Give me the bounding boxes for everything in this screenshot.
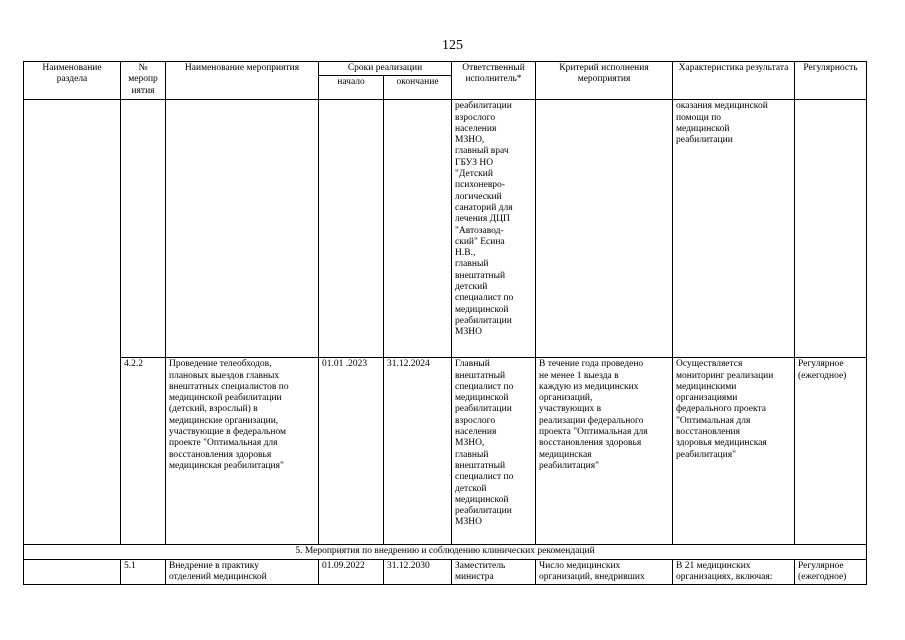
page-number: 125: [442, 38, 463, 53]
header-measure-number: № меропр иятия: [121, 62, 166, 100]
start-cell: 01.01 .2023: [319, 358, 384, 545]
start-cell: [319, 100, 384, 358]
header-terms: Сроки реализации: [319, 62, 452, 76]
end-cell: [384, 100, 452, 358]
header-section-name: Наименование раздела: [24, 62, 121, 100]
header-result: Характеристика результата: [673, 62, 795, 100]
end-cell: 31.12.2030: [384, 559, 452, 585]
table-row: [24, 358, 867, 545]
responsible-cell: Заместитель министра: [452, 559, 536, 585]
end-cell: 31.12.2024: [384, 358, 452, 545]
criterion-cell: В течение года проведено не менее 1 выезда в каждую из медицинских организаций, участвующих в реализации федерального проекта "Оптимальная для восстановления здоровья медицинская реабилитация": [536, 358, 673, 545]
measures-table: [23, 61, 867, 585]
number-cell: 4.2.2: [121, 358, 166, 545]
header-regularity: Регулярность: [795, 62, 867, 100]
name-cell: [166, 100, 319, 358]
header-start: начало: [319, 76, 384, 100]
section-cell: [24, 559, 121, 585]
result-cell: В 21 медицинских организациях, включая:: [673, 559, 795, 585]
section-cell: [24, 100, 121, 545]
result-cell: оказания медицинской помощи по медицинской реабилитации: [673, 100, 795, 358]
criterion-cell: Число медицинских организаций, внедривших: [536, 559, 673, 585]
section-5-title: 5. Мероприятия по внедрению и соблюдению клинических рекомендаций: [24, 545, 867, 559]
header-measure-name: Наименование мероприятия: [166, 62, 319, 100]
start-cell: 01.09.2022: [319, 559, 384, 585]
responsible-cell: реабилитации взрослого населения МЗНО, главный врач ГБУЗ НО "Детский психоневро- логический санаторий для лечения ДЦП "Автозавод- ский" Есина Н.В., главный внештатный детский специалист по медицинской реабилитации МЗНО: [452, 100, 536, 358]
criterion-cell: [536, 100, 673, 358]
regularity-cell: Регулярное (ежегодное): [795, 559, 867, 585]
name-cell: Внедрение в практику отделений медицинской: [166, 559, 319, 585]
regularity-cell: Регулярное (ежегодное): [795, 358, 867, 545]
header-end: окончание: [384, 76, 452, 100]
regularity-cell: [795, 100, 867, 358]
name-cell: Проведение телеобходов, плановых выездов главных внештатных специалистов по медицинской реабилитации (детский, взрослый) в медицинские организации, участвующие в федеральном проекте "Оптимальная для восстановления здоровья медицинская реабилитация": [166, 358, 319, 545]
table-row: [24, 100, 867, 358]
number-cell: 5.1: [121, 559, 166, 585]
header-responsible: Ответственный исполнитель*: [452, 62, 536, 100]
result-cell: Осуществляется мониторинг реализации медицинскими организациями федерального проекта "Оптимальная для восстановления здоровья медицинская реабилитация": [673, 358, 795, 545]
table-row: [24, 559, 867, 585]
responsible-cell: Главный внештатный специалист по медицинской реабилитации взрослого населения МЗНО, главный внештатный специалист по детской медицинской реабилитации МЗНО: [452, 358, 536, 545]
section-title-row: [24, 545, 867, 559]
header-criterion: Критерий исполнения мероприятия: [536, 62, 673, 100]
number-cell: [121, 100, 166, 358]
